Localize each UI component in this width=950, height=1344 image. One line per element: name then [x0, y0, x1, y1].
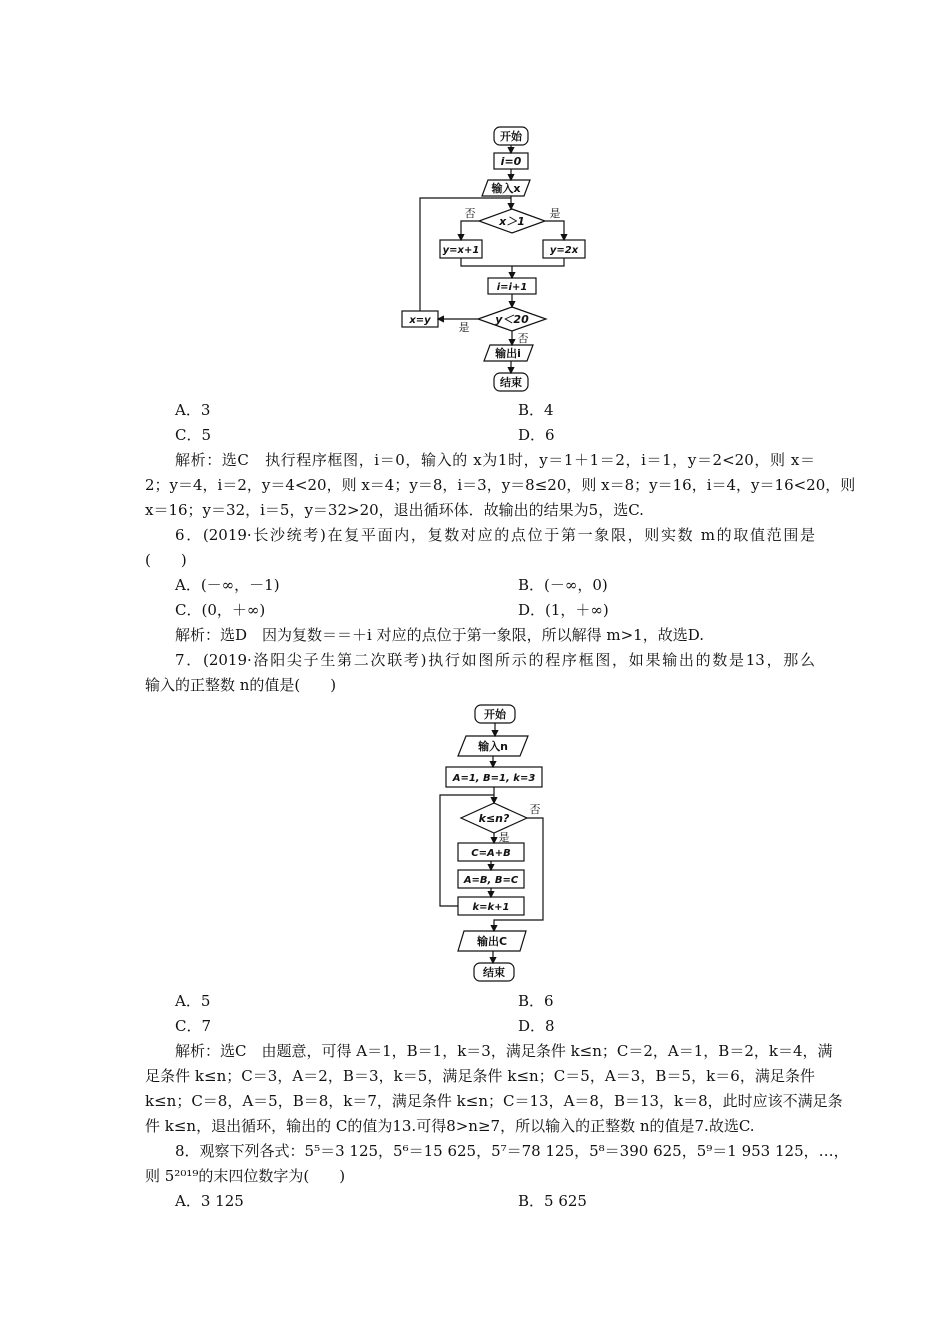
q7-option-c: C．7 [175, 1017, 212, 1035]
q6-option-b: B．(－∞，0) [518, 576, 608, 594]
fc1-no2-label: 否 [517, 332, 529, 345]
q7-solution-line-3: k≤n；C＝8，A＝5，B＝8，k＝7，满足条件 k≤n；C＝13，A＝8，B＝13，k＝8，此时应该不满足条 [145, 1092, 843, 1110]
q8-stem-line-1: 8．观察下列各式：5⁵＝3 125，5⁶＝15 625，5⁷＝78 125，5⁸＝390 625，5⁹＝1 953 125，…， [175, 1142, 849, 1160]
q7-stem-line-2: 输入的正整数 n的值是( ) [145, 676, 337, 694]
fc1-right-label: y=2x [549, 245, 579, 256]
fc2-start-label: 开始 [484, 708, 506, 721]
q6-stem-line-2: ( ) [145, 551, 187, 569]
fc1-yes1-label: 是 [549, 207, 561, 220]
fc1-loop-label: x=y [409, 315, 431, 326]
fc2-box1-label: C=A+B [471, 848, 511, 859]
fc1-cond2-label: y＜20 [495, 313, 529, 326]
fc2-no-label: 否 [529, 803, 541, 816]
q8-option-b: B．5 625 [518, 1192, 587, 1210]
flowchart-2 [430, 700, 560, 990]
fc2-yes-label: 是 [498, 831, 510, 844]
fc2-end-label: 结束 [483, 966, 505, 979]
q8-option-a: A．3 125 [175, 1192, 244, 1210]
q7-option-d: D．8 [518, 1017, 555, 1035]
q6-option-a: A．(－∞，－1) [175, 576, 280, 594]
fc1-left-label: y=x+1 [442, 245, 480, 256]
fc1-yes2-label: 是 [458, 321, 470, 334]
q7-solution-line-2: 足条件 k≤n；C＝3，A＝2，B＝3，k＝5，满足条件 k≤n；C＝5，A＝3，B＝5，k＝6，满足条件 [145, 1067, 815, 1085]
q5-option-a: A．3 [175, 401, 211, 419]
flowchart-1 [390, 120, 579, 400]
q5-solution-line-3: x＝16；y＝32，i＝5，y＝32>20，退出循环体．故输出的结果为5，选C. [145, 501, 644, 519]
fc2-input-label: 输入n [478, 740, 508, 753]
fc2-box3-label: k=k+1 [472, 902, 510, 913]
fc1-no1-label: 否 [464, 207, 476, 220]
q7-solution-line-1: 解析：选C 由题意，可得 A＝1，B＝1，k＝3，满足条件 k≤n；C＝2，A＝1，B＝2，k＝4，满 [175, 1042, 833, 1060]
fc2-cond-label: k≤n? [478, 812, 510, 825]
q5-solution-line-1: 解析：选C 执行程序框图，i＝0，输入的 x为1时，y＝1＋1＝2，i＝1，y＝2<20，则 x＝ [175, 451, 815, 469]
fc1-start-label: 开始 [500, 130, 522, 143]
fc1-inc-label: i=i+1 [496, 282, 528, 293]
q5-option-d: D．6 [518, 426, 555, 444]
q8-stem-line-2: 则 5²⁰¹⁹的末四位数字为( ) [145, 1167, 346, 1185]
q5-solution-line-2: 2；y＝4，i＝2，y＝4<20，则 x＝4；y＝8，i＝3，y＝8≤20，则 x＝8；y＝16，i＝4，y＝16<20，则 [145, 476, 856, 494]
fc1-output-label: 输出i [495, 347, 521, 360]
q6-option-d: D．(1，＋∞) [518, 601, 609, 619]
q7-option-a: A．5 [175, 992, 211, 1010]
fc1-end-label: 结束 [500, 376, 522, 389]
q7-stem-line-1: 7．(2019·洛阳尖子生第二次联考)执行如图所示的程序框图，如果输出的数是13，那么 [175, 651, 815, 669]
q5-option-b: B．4 [518, 401, 554, 419]
fc2-box2-label: A=B, B=C [463, 875, 519, 886]
fc2-init-label: A=1, B=1, k=3 [452, 773, 536, 784]
q7-option-b: B．6 [518, 992, 554, 1010]
fc1-input-label: 输入x [491, 182, 521, 195]
fc1-cond1-label: x＞1 [499, 215, 525, 228]
q6-option-c: C．(0，＋∞) [175, 601, 266, 619]
q7-solution-line-4: 件 k≤n，退出循环，输出的 C的值为13.可得8>n≥7，所以输入的正整数 n的值是7.故选C. [145, 1117, 755, 1135]
q5-option-c: C．5 [175, 426, 212, 444]
fc1-init-label: i=0 [500, 155, 522, 168]
q6-solution: 解析：选D 因为复数＝＝＋i 对应的点位于第一象限，所以解得 m>1，故选D. [175, 626, 704, 644]
q6-stem-line-1: 6．(2019·长沙统考)在复平面内，复数对应的点位于第一象限，则实数 m的取值范围是 [175, 526, 815, 544]
fc2-output-label: 输出C [476, 935, 508, 948]
